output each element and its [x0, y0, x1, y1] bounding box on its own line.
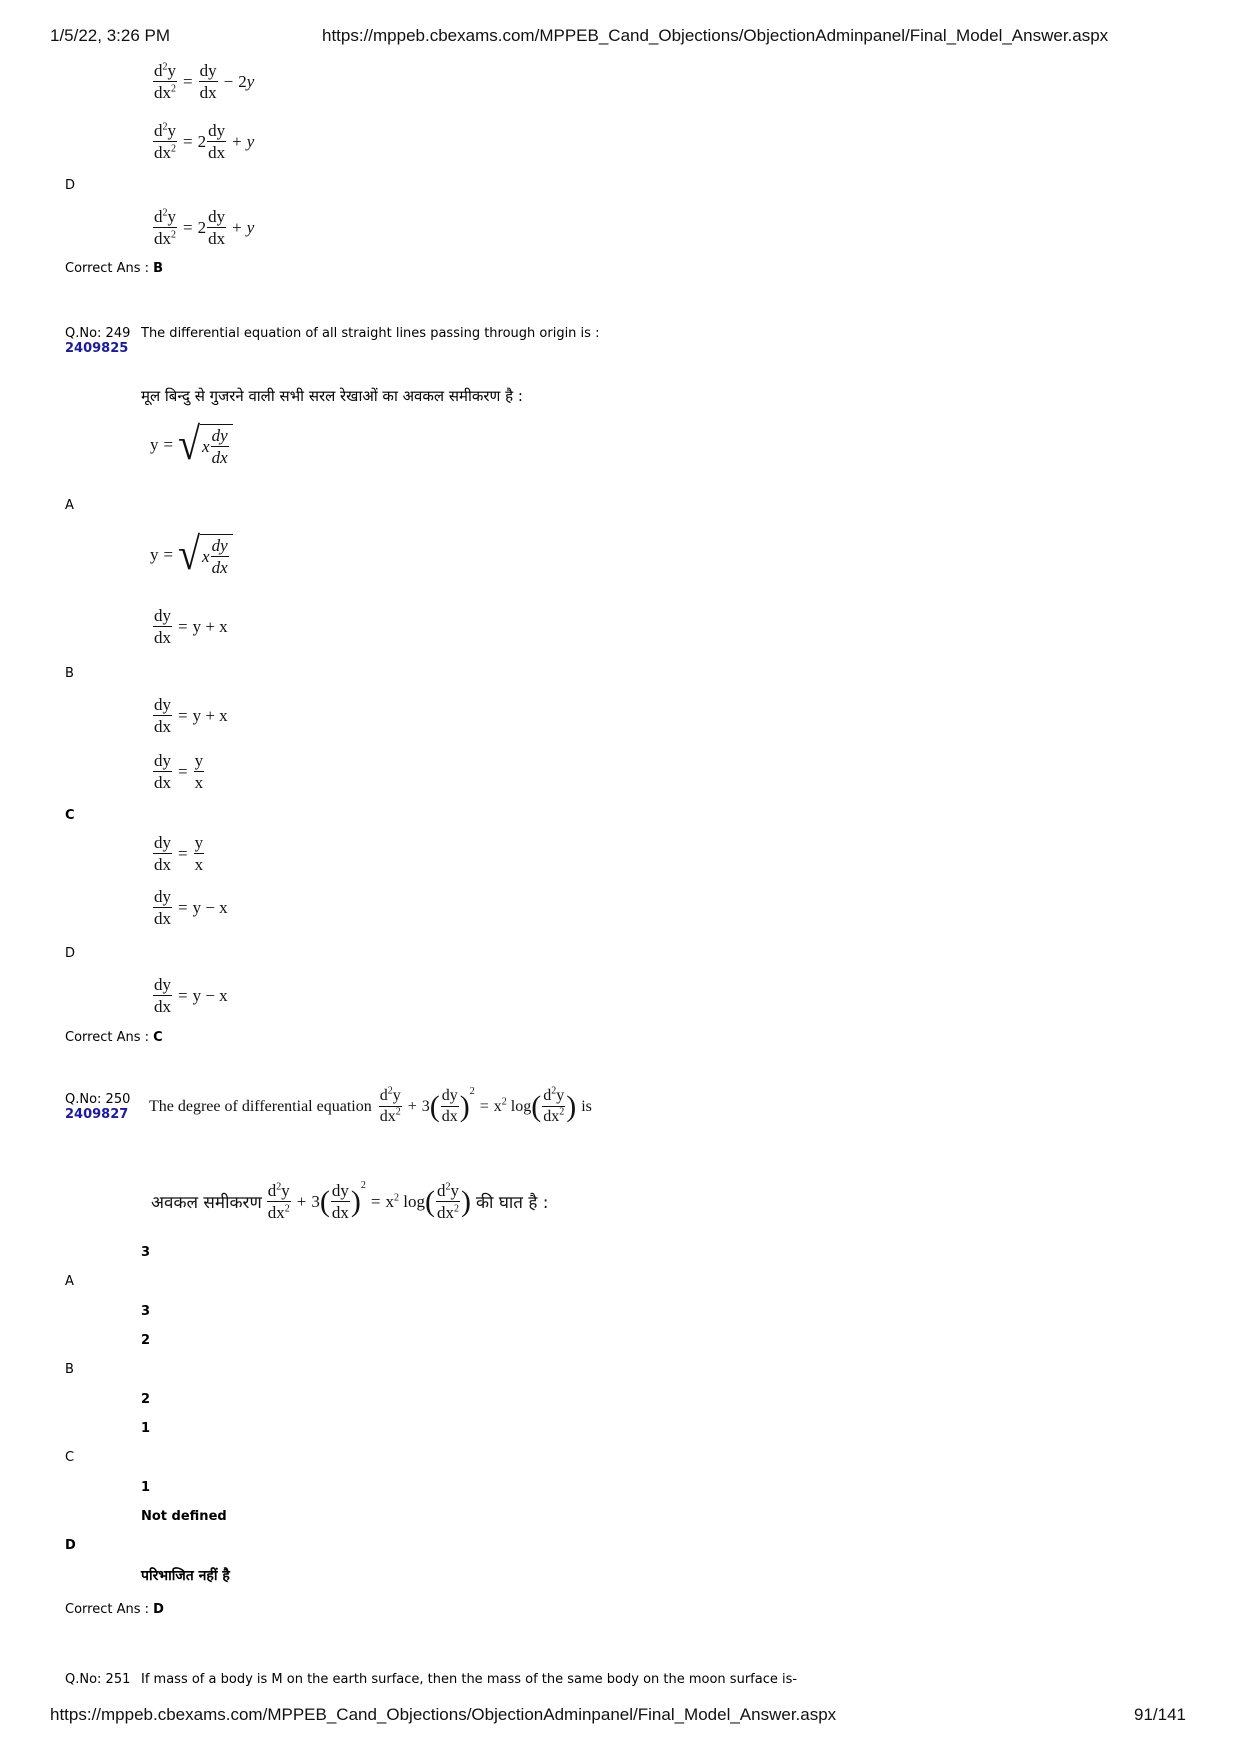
option-label-c: C [65, 808, 75, 823]
question-text-hi-start: अवकल समीकरण [151, 1193, 262, 1213]
correct-ans-value: C [153, 1030, 163, 1045]
correct-answer-prev [65, 261, 163, 276]
equation-option-d-hi: $\frac{dy}{dx}$ = y − x [154, 975, 228, 1016]
correct-ans-label: Correct Ans : [65, 1602, 149, 1617]
correct-answer-249 [65, 1030, 163, 1045]
equation-option-d-en: $\frac{d^2y}{dx^2}$ = 2 $\frac{dy}{dx}$ + y [154, 121, 255, 162]
question-text-hi-end: की घात है : [475, 1193, 549, 1213]
option-label-c: C [65, 1450, 75, 1465]
question-text-en: The degree of differential equation $\frac{d^2y}{dx^2}$ + 3 ( $\frac{dy}{dx}$ ) 2 = $x^2$ log ( $\frac{d^2y}{dx^2}$ ) is [149, 1085, 592, 1125]
footer-url: https://mppeb.cbexams.com/MPPEB_Cand_Objections/ObjectionAdminpanel/Final_Model_Answer.aspx [50, 1705, 837, 1724]
option-b-en: 2 [141, 1333, 151, 1348]
header-url: https://mppeb.cbexams.com/MPPEB_Cand_Objections/ObjectionAdminpanel/Final_Model_Answer.aspx [322, 26, 1109, 45]
question-text-en: The differential equation of all straight lines passing through origin is : [141, 326, 600, 341]
question-number: Q.No: 250 [65, 1092, 131, 1107]
correct-ans-value: D [153, 1602, 164, 1617]
question-text-hi: अवकल समीकरण $\frac{d^2y}{dx^2}$ + 3 ( $\frac{dy}{dx}$ ) 2 = $x^2$ log ( $\frac{d^2y}{dx^2}$ ) की घात है : [151, 1180, 549, 1222]
question-number: Q.No: 249 [65, 326, 131, 341]
option-label-d: D [65, 178, 76, 193]
equation-option-c-en: $\frac{dy}{dx}$ = $\frac{y}{x}$ [154, 751, 204, 792]
option-label-a: A [65, 1274, 74, 1289]
question-id: 2409827 [65, 1107, 129, 1122]
correct-ans-value: B [153, 261, 164, 276]
option-a-hi: 3 [141, 1304, 151, 1319]
correct-answer-250 [65, 1602, 164, 1617]
option-d-hi: परिभाजित नहीं है [141, 1568, 230, 1584]
equation-option-d-hi: $\frac{d^2y}{dx^2}$ = 2 $\frac{dy}{dx}$ + y [154, 207, 255, 248]
question-id: 2409825 [65, 341, 129, 356]
option-c-en: 1 [141, 1421, 151, 1436]
equation-option-b-en: $\frac{dy}{dx}$ = y + x [154, 606, 228, 647]
equation-option-a-hi: y = √ x $\frac{dy}{dx}$ [150, 534, 233, 576]
correct-ans-label: Correct Ans : [65, 261, 149, 276]
option-label-d: D [65, 1538, 76, 1553]
option-c-hi: 1 [141, 1480, 151, 1495]
option-d-en: Not defined [141, 1509, 227, 1524]
question-text-en: If mass of a body is M on the earth surface, then the mass of the same body on the moon surface is- [141, 1672, 798, 1687]
option-label-b: B [65, 1362, 74, 1377]
equation-option-c-hi: $\frac{dy}{dx}$ = $\frac{y}{x}$ [154, 833, 204, 874]
equation-option-a-en: y = √ x $\frac{dy}{dx}$ [150, 424, 233, 466]
option-label-d: D [65, 946, 76, 961]
equation-option-b-hi: $\frac{dy}{dx}$ = y + x [154, 695, 228, 736]
option-label-a: A [65, 498, 74, 513]
print-datetime: 1/5/22, 3:26 PM [50, 26, 171, 45]
question-text-en-start: The degree of differential equation [149, 1097, 372, 1115]
equation-option-c-en: $\frac{d^2y}{dx^2}$ = $\frac{dy}{dx}$ − 2 y [154, 61, 255, 102]
page-number: 91/141 [1134, 1705, 1186, 1724]
equation-option-d-en: $\frac{dy}{dx}$ = y − x [154, 887, 228, 928]
option-label-b: B [65, 666, 74, 681]
question-text-en-end: is [581, 1097, 592, 1115]
option-b-hi: 2 [141, 1392, 151, 1407]
question-number: Q.No: 251 [65, 1672, 131, 1687]
option-a-en: 3 [141, 1245, 151, 1260]
correct-ans-label: Correct Ans : [65, 1030, 149, 1045]
question-text-hi: मूल बिन्दु से गुजरने वाली सभी सरल रेखाओं का अवकल समीकरण है : [141, 387, 523, 405]
